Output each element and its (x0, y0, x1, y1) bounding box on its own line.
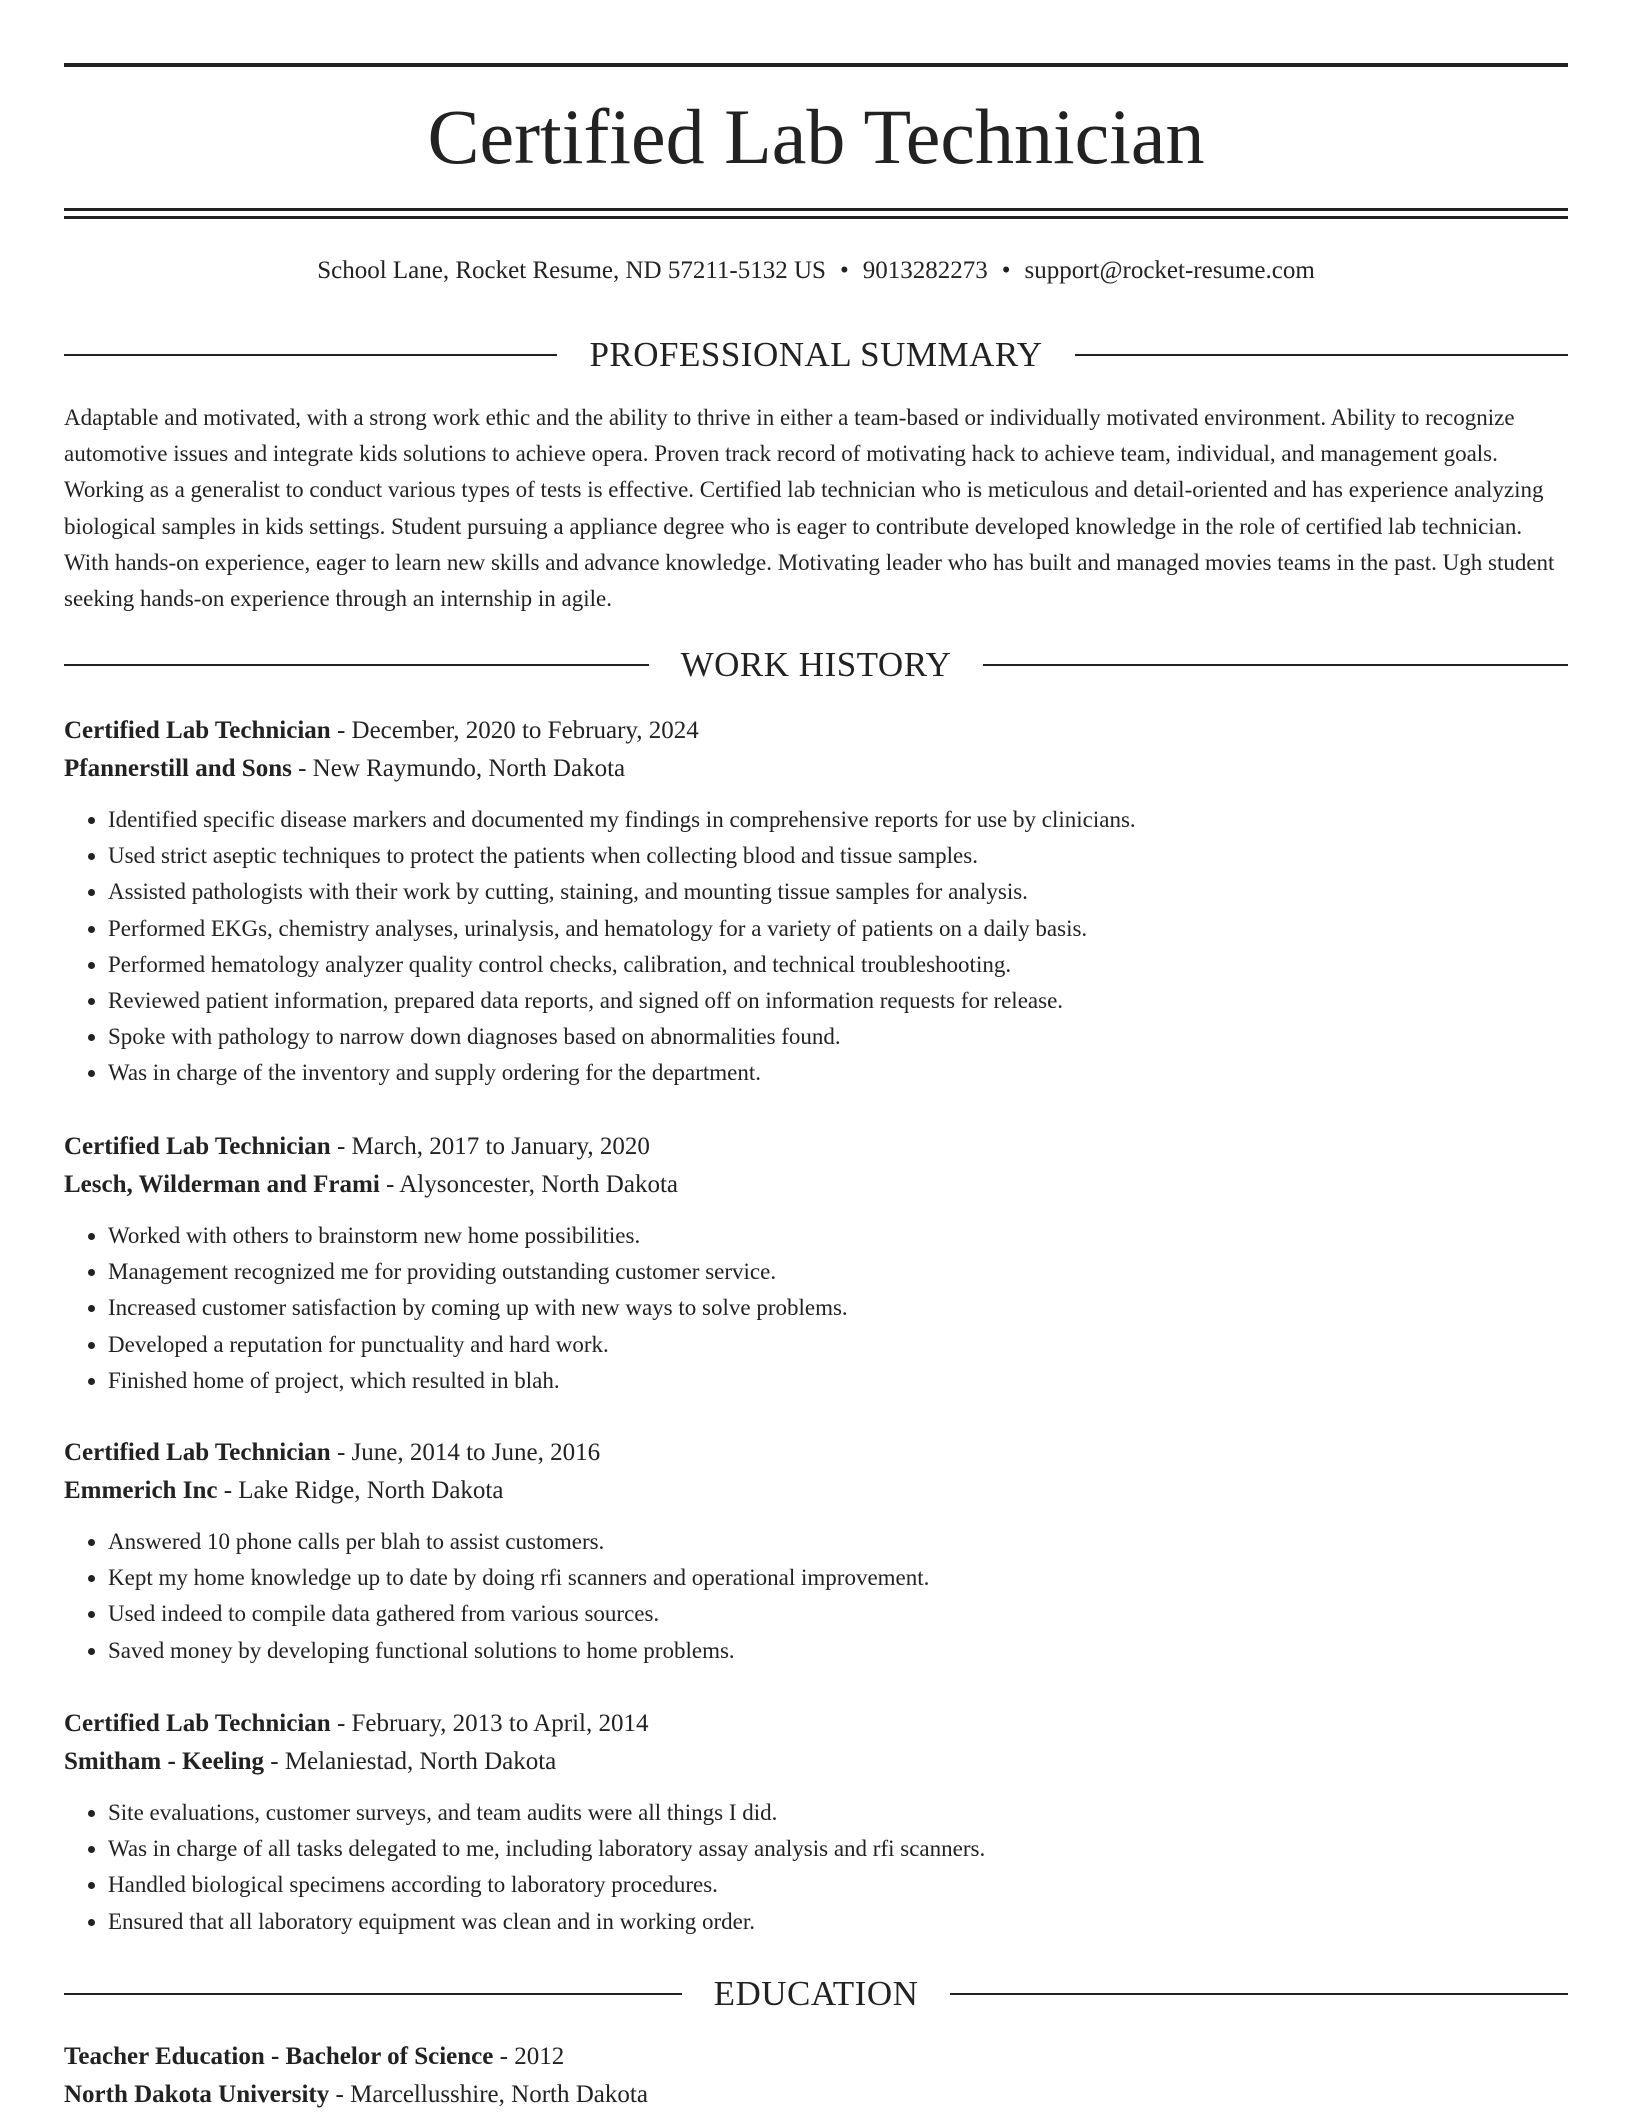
job-bullet: • Assisted pathologists with their work by cutting, staining, and mounting tissue samples for analysis. (108, 874, 1568, 910)
job-bullet: • Used indeed to compile data gathered from various sources. (108, 1596, 1568, 1632)
education-year: - 2012 (493, 2043, 565, 2070)
job-bullet: • Was in charge of the inventory and supply ordering for the department. (108, 1055, 1568, 1091)
job-bullet: • Management recognized me for providing outstanding customer service. (108, 1254, 1568, 1290)
contact-separator: • (1001, 257, 1011, 284)
job-title: Certified Lab Technician (64, 1439, 331, 1466)
job-bullets (64, 1795, 1568, 1940)
work-history-heading (64, 645, 1568, 685)
job-dates: - March, 2017 to January, 2020 (330, 1133, 650, 1160)
professional-summary-heading (64, 335, 1568, 375)
job-company-line (64, 1472, 1568, 1510)
job-company-line (64, 1166, 1568, 1204)
job-bullet: • Performed hematology analyzer quality control checks, calibration, and technical troubleshooting. (108, 947, 1568, 983)
job-bullet: • Identified specific disease markers and documented my findings in comprehensive reports for use by clinicians. (108, 802, 1568, 838)
job-bullet: • Reviewed patient information, prepared data reports, and signed off on information requests for release. (108, 983, 1568, 1019)
education-degree-line (64, 2038, 1568, 2076)
job-entry (64, 712, 1568, 1092)
job-bullets (64, 802, 1568, 1092)
job-dates: - December, 2020 to February, 2024 (330, 717, 699, 744)
job-title-line (64, 1128, 1568, 1166)
section-title: PROFESSIONAL SUMMARY (589, 335, 1043, 374)
header-double-rule-upper (64, 208, 1568, 211)
job-company: Lesch, Wilderman and Frami (64, 1171, 380, 1198)
contact-line (64, 256, 1568, 286)
job-bullet: • Spoke with pathology to narrow down diagnoses based on abnormalities found. (108, 1019, 1568, 1055)
job-company: Smitham - Keeling (64, 1748, 264, 1775)
job-location: - Lake Ridge, North Dakota (217, 1477, 504, 1504)
heading-rule-right (950, 1993, 1568, 1995)
job-dates: - February, 2013 to April, 2014 (330, 1710, 649, 1737)
job-location: - New Raymundo, North Dakota (291, 755, 626, 782)
job-title: Certified Lab Technician (64, 1133, 331, 1160)
header-top-rule (64, 63, 1568, 67)
job-title: Certified Lab Technician (64, 717, 331, 744)
heading-rule-left (64, 664, 649, 666)
education-school: North Dakota University (64, 2081, 330, 2108)
resume-title: Certified Lab Technician (427, 93, 1205, 180)
job-bullet: • Worked with others to brainstorm new home possibilities. (108, 1218, 1568, 1254)
job-bullet: • Handled biological specimens according to laboratory procedures. (108, 1867, 1568, 1903)
job-bullet: • Answered 10 phone calls per blah to assist customers. (108, 1524, 1568, 1560)
heading-rule-left (64, 354, 557, 356)
job-bullet: • Ensured that all laboratory equipment was clean and in working order. (108, 1904, 1568, 1940)
job-company: Emmerich Inc (64, 1477, 218, 1504)
job-bullets (64, 1218, 1568, 1399)
job-bullet: • Developed a reputation for punctuality and hard work. (108, 1327, 1568, 1363)
job-company-line (64, 1743, 1568, 1781)
job-bullet: • Increased customer satisfaction by coming up with new ways to solve problems. (108, 1290, 1568, 1326)
job-title-line (64, 712, 1568, 750)
education-school-line (64, 2076, 1568, 2114)
contact-separator: • (839, 257, 849, 284)
job-entry (64, 1434, 1568, 1669)
job-bullet: • Site evaluations, customer surveys, and team audits were all things I did. (108, 1795, 1568, 1831)
job-bullet: • Performed EKGs, chemistry analyses, urinalysis, and hematology for a variety of patients on a daily basis. (108, 911, 1568, 947)
header-double-rule-lower (64, 216, 1568, 219)
job-bullet: • Finished home of project, which resulted in blah. (108, 1363, 1568, 1399)
job-entry (64, 1128, 1568, 1399)
education-degree: Teacher Education - Bachelor of Science (64, 2043, 494, 2070)
job-bullet: • Used strict aseptic techniques to protect the patients when collecting blood and tissue samples. (108, 838, 1568, 874)
job-bullet: • Saved money by developing functional solutions to home problems. (108, 1633, 1568, 1669)
section-title: EDUCATION (713, 1974, 919, 2013)
heading-rule-left (64, 1993, 682, 1995)
education-location: - Marcellusshire, North Dakota (329, 2081, 648, 2108)
job-location: - Melaniestad, North Dakota (264, 1748, 557, 1775)
job-company-line (64, 750, 1568, 788)
heading-rule-right (1075, 354, 1568, 356)
heading-rule-right (983, 664, 1568, 666)
contact-email: support@rocket-resume.com (1024, 257, 1315, 284)
education-entry (64, 2038, 1568, 2114)
job-title: Certified Lab Technician (64, 1710, 331, 1737)
job-dates: - June, 2014 to June, 2016 (330, 1439, 601, 1466)
job-title-line (64, 1705, 1568, 1743)
job-title-line (64, 1434, 1568, 1472)
contact-address: School Lane, Rocket Resume, ND 57211-5132 US (317, 257, 826, 284)
section-title: WORK HISTORY (680, 645, 952, 684)
job-bullet: • Kept my home knowledge up to date by doing rfi scanners and operational improvement. (108, 1560, 1568, 1596)
job-bullets (64, 1524, 1568, 1669)
job-bullet: • Was in charge of all tasks delegated to me, including laboratory assay analysis and rfi scanners. (108, 1831, 1568, 1867)
job-location: - Alysoncester, North Dakota (379, 1171, 678, 1198)
job-company: Pfannerstill and Sons (64, 755, 292, 782)
summary-text: Adaptable and motivated, with a strong work ethic and the ability to thrive in either a team-based or individually motivated environment. Ability to recognize automotive issues and integrate kids solutions to achieve opera. Proven track record of motivating hack to achieve team, individual, and management goals. Working as a generalist to conduct various types of tests is effective. Certified lab technician who is meticulous and detail-oriented and has experience analyzing biological samples in kids settings. Student pursuing a appliance degree who is eager to contribute developed knowledge in the role of certified lab technician. With hands-on experience, eager to learn new skills and advance knowledge. Motivating leader who has built and managed movies teams in the past. Ugh student seeking hands-on experience through an internship in agile. (64, 405, 1555, 612)
job-entry (64, 1705, 1568, 1940)
education-heading (64, 1974, 1568, 2014)
contact-phone: 9013282273 (862, 257, 988, 284)
